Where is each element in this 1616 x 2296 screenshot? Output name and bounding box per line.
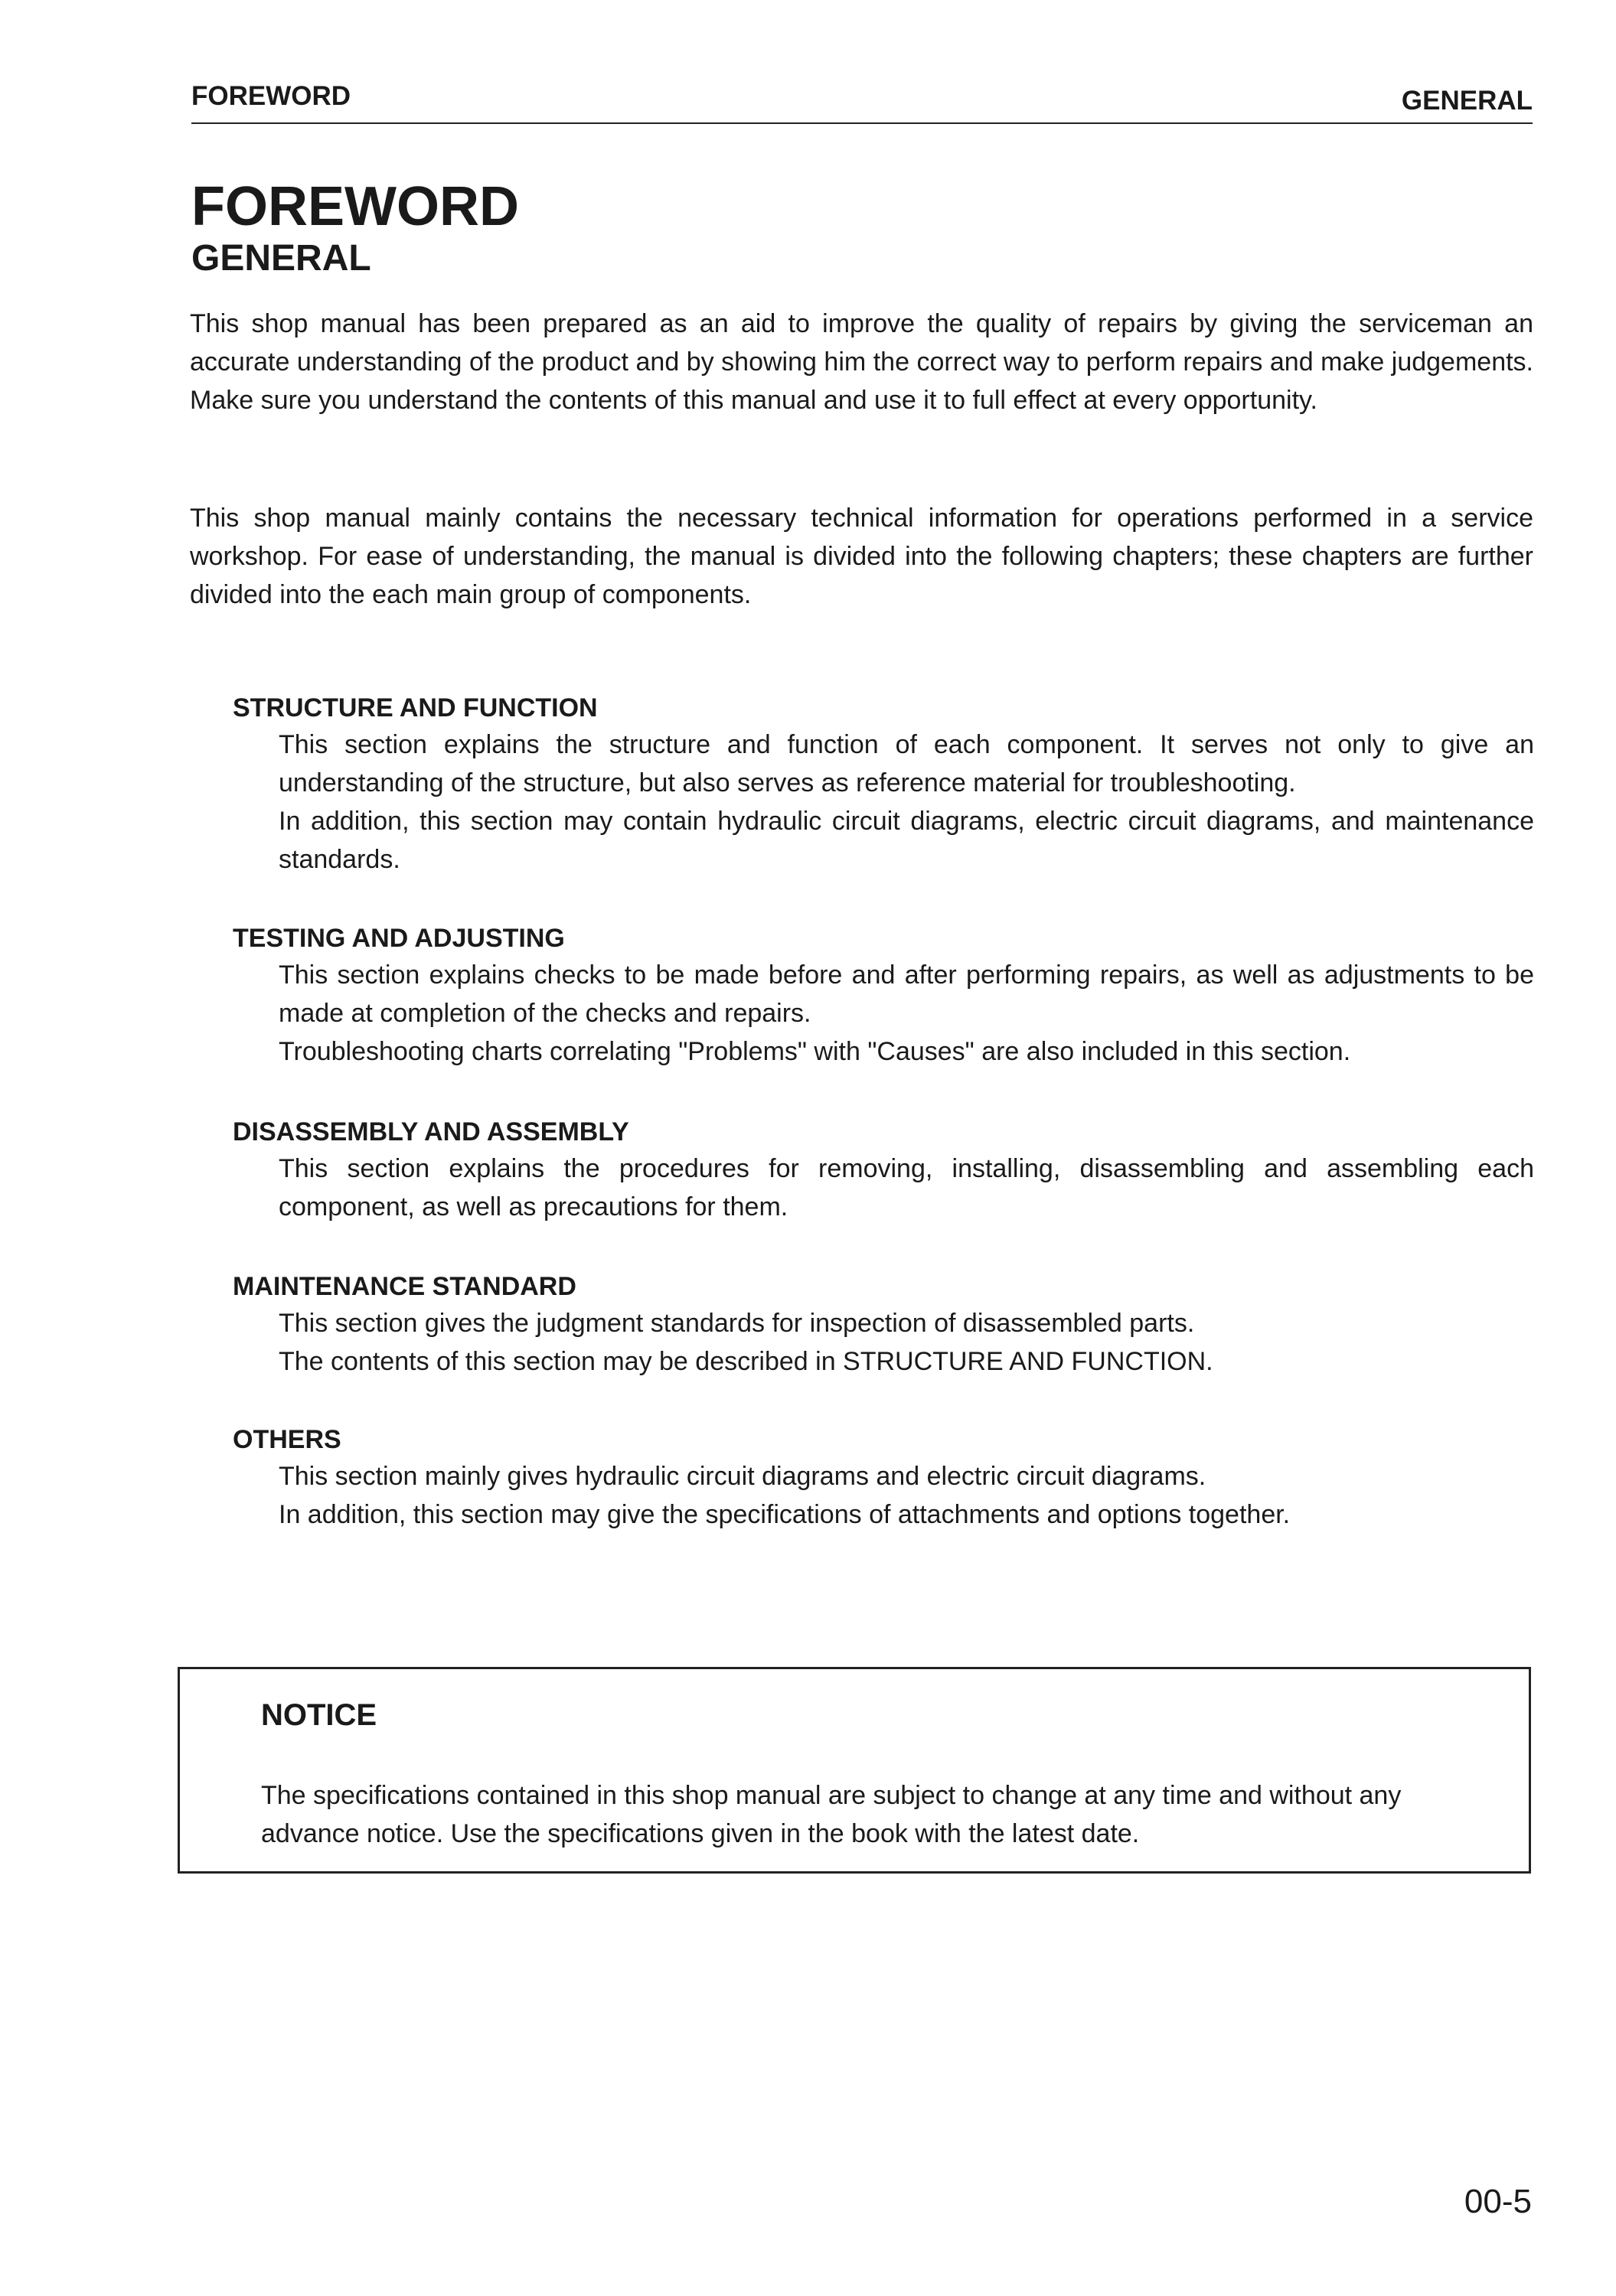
section-body xyxy=(279,726,1534,879)
section-line: The contents of this section may be described in STRUCTURE AND FUNCTION. xyxy=(279,1347,1213,1376)
section-body xyxy=(279,1457,1534,1534)
section-structure-and-function xyxy=(233,690,1534,879)
page-subtitle: GENERAL xyxy=(191,238,371,279)
section-line: In addition, this section may contain hydraulic circuit diagrams, electric circuit diagrams, and maintenance standards. xyxy=(279,807,1534,874)
header-section: GENERAL xyxy=(1401,86,1533,116)
notice-box xyxy=(178,1667,1531,1874)
section-heading: STRUCTURE AND FUNCTION xyxy=(233,693,598,722)
intro-paragraph-2: This shop manual mainly contains the necessary technical information for operations performed in a service workshop. For ease of understanding, the manual is divided into the following chapters; these chapters are further divided into the each main group of components. xyxy=(190,504,1533,609)
notice-title: NOTICE xyxy=(261,1698,377,1732)
section-line: Troubleshooting charts correlating "Problems" with "Causes" are also included in this section. xyxy=(279,1037,1351,1066)
section-line: This section mainly gives hydraulic circuit diagrams and electric circuit diagrams. xyxy=(279,1462,1206,1491)
section-body xyxy=(279,1304,1534,1381)
section-others xyxy=(233,1422,1534,1534)
section-heading: DISASSEMBLY AND ASSEMBLY xyxy=(233,1117,629,1146)
notice-text: The specifications contained in this shop manual are subject to change at any time and without any advance notice. Use the specifications given in the book with the latest date. xyxy=(261,1781,1402,1848)
section-testing-and-adjusting xyxy=(233,921,1534,1071)
section-heading: OTHERS xyxy=(233,1425,341,1454)
section-line: This section explains checks to be made before and after performing repairs, as well as adjustments to be made at completion of the checks and repairs. xyxy=(279,960,1534,1028)
section-line: This section explains the procedures for removing, installing, disassembling and assembling each component, as well as precautions for them. xyxy=(279,1154,1534,1221)
section-line: This section gives the judgment standards for inspection of disassembled parts. xyxy=(279,1309,1195,1338)
section-body xyxy=(279,956,1534,1071)
section-heading: TESTING AND ADJUSTING xyxy=(233,924,565,953)
page-title: FOREWORD xyxy=(191,176,519,237)
intro-paragraph-1: This shop manual has been prepared as an aid to improve the quality of repairs by giving the serviceman an accurate understanding of the product and by showing him the correct way to perform repairs and make judgements. Make sure you understand the contents of this manual and use it to full effect at every opportunity. xyxy=(190,309,1533,415)
section-disassembly-and-assembly xyxy=(233,1114,1534,1226)
running-header xyxy=(191,77,1533,124)
section-maintenance-standard xyxy=(233,1269,1534,1381)
section-line: In addition, this section may give the specifications of attachments and options together. xyxy=(279,1500,1291,1529)
section-body xyxy=(279,1150,1534,1226)
section-heading: MAINTENANCE STANDARD xyxy=(233,1272,576,1301)
page-number: 00-5 xyxy=(1464,2183,1532,2220)
header-chapter: FOREWORD xyxy=(191,81,351,111)
section-line: This section explains the structure and function of each component. It serves not only to give an understanding of the structure, but also serves as reference material for troubleshooting. xyxy=(279,730,1534,797)
